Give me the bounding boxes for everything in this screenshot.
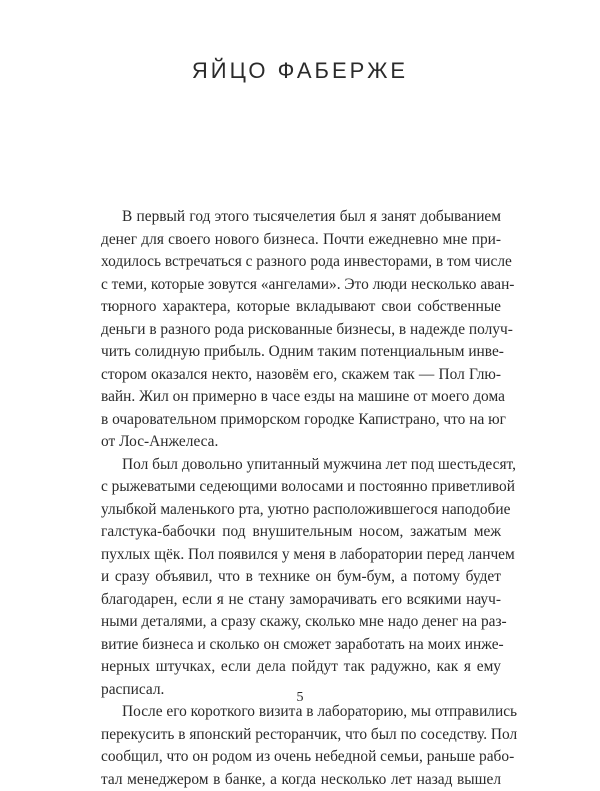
text-line: тал менеджером в банке, а когда несколько лет назад вышел [101, 769, 501, 791]
paragraph-3 [101, 701, 501, 791]
text-line: Пол был довольно упитанный мужчина лет под шестьдесят, [101, 454, 501, 477]
text-line: расписал. [101, 679, 501, 702]
text-line: улыбкой маленького рта, уютно расположившегося наподобие [101, 499, 501, 522]
text-line: После его короткого визита в лабораторию, мы отправились [101, 701, 501, 724]
text-line: с рыжеватыми седеющими волосами и постоянно приветливой [101, 476, 501, 499]
text-line: стором оказался некто, назовём его, скажем так — Пол Глю- [101, 364, 501, 387]
paragraph-1 [101, 206, 501, 454]
text-line: чить солидную прибыль. Одним таким потенциальным инве- [101, 341, 501, 364]
text-line: перекусить в японский ресторанчик, что был по соседству. Пол [101, 724, 501, 747]
text-line: сообщил, что он родом из очень небедной семьи, раньше рабо- [101, 746, 501, 769]
text-line: и сразу объявил, что в технике он бум-бум, а потому будет [101, 566, 501, 589]
text-line: благодарен, если я не стану заморачивать его всякими науч- [101, 589, 501, 612]
text-line: в очаровательном приморском городке Капистрано, что на юг [101, 409, 501, 432]
text-line: от Лос-Анжелеса. [101, 431, 501, 454]
text-line: В первый год этого тысячелетия был я занят добыванием [101, 206, 501, 229]
text-line: пухлых щёк. Пол появился у меня в лаборатории перед ланчем [101, 544, 501, 567]
text-line: нерных штучках, если дела пойдут так радужно, как я ему [101, 656, 501, 679]
text-line: с теми, которые зовутся «ангелами». Это люди несколько аван- [101, 274, 501, 297]
chapter-title: ЯЙЦО ФАБЕРЖЕ [0, 58, 600, 84]
text-line: ходилось встречаться с разного рода инвесторами, в том числе [101, 251, 501, 274]
page-number: 5 [0, 690, 600, 706]
text-line: ными деталями, а сразу скажу, сколько мне надо денег на раз- [101, 611, 501, 634]
text-line: тюрного характера, которые вкладывают свои собственные [101, 296, 501, 319]
text-line: витие бизнеса и сколько он сможет заработать на моих инже- [101, 634, 501, 657]
text-line: галстука-бабочки под внушительным носом, зажатым меж [101, 521, 501, 544]
text-line: денег для своего нового бизнеса. Почти ежедневно мне при- [101, 229, 501, 252]
paragraph-2 [101, 454, 501, 702]
text-line: вайн. Жил он примерно в часе езды на машине от моего дома [101, 386, 501, 409]
text-line: деньги в разного рода рискованные бизнесы, в надежде получ- [101, 319, 501, 342]
